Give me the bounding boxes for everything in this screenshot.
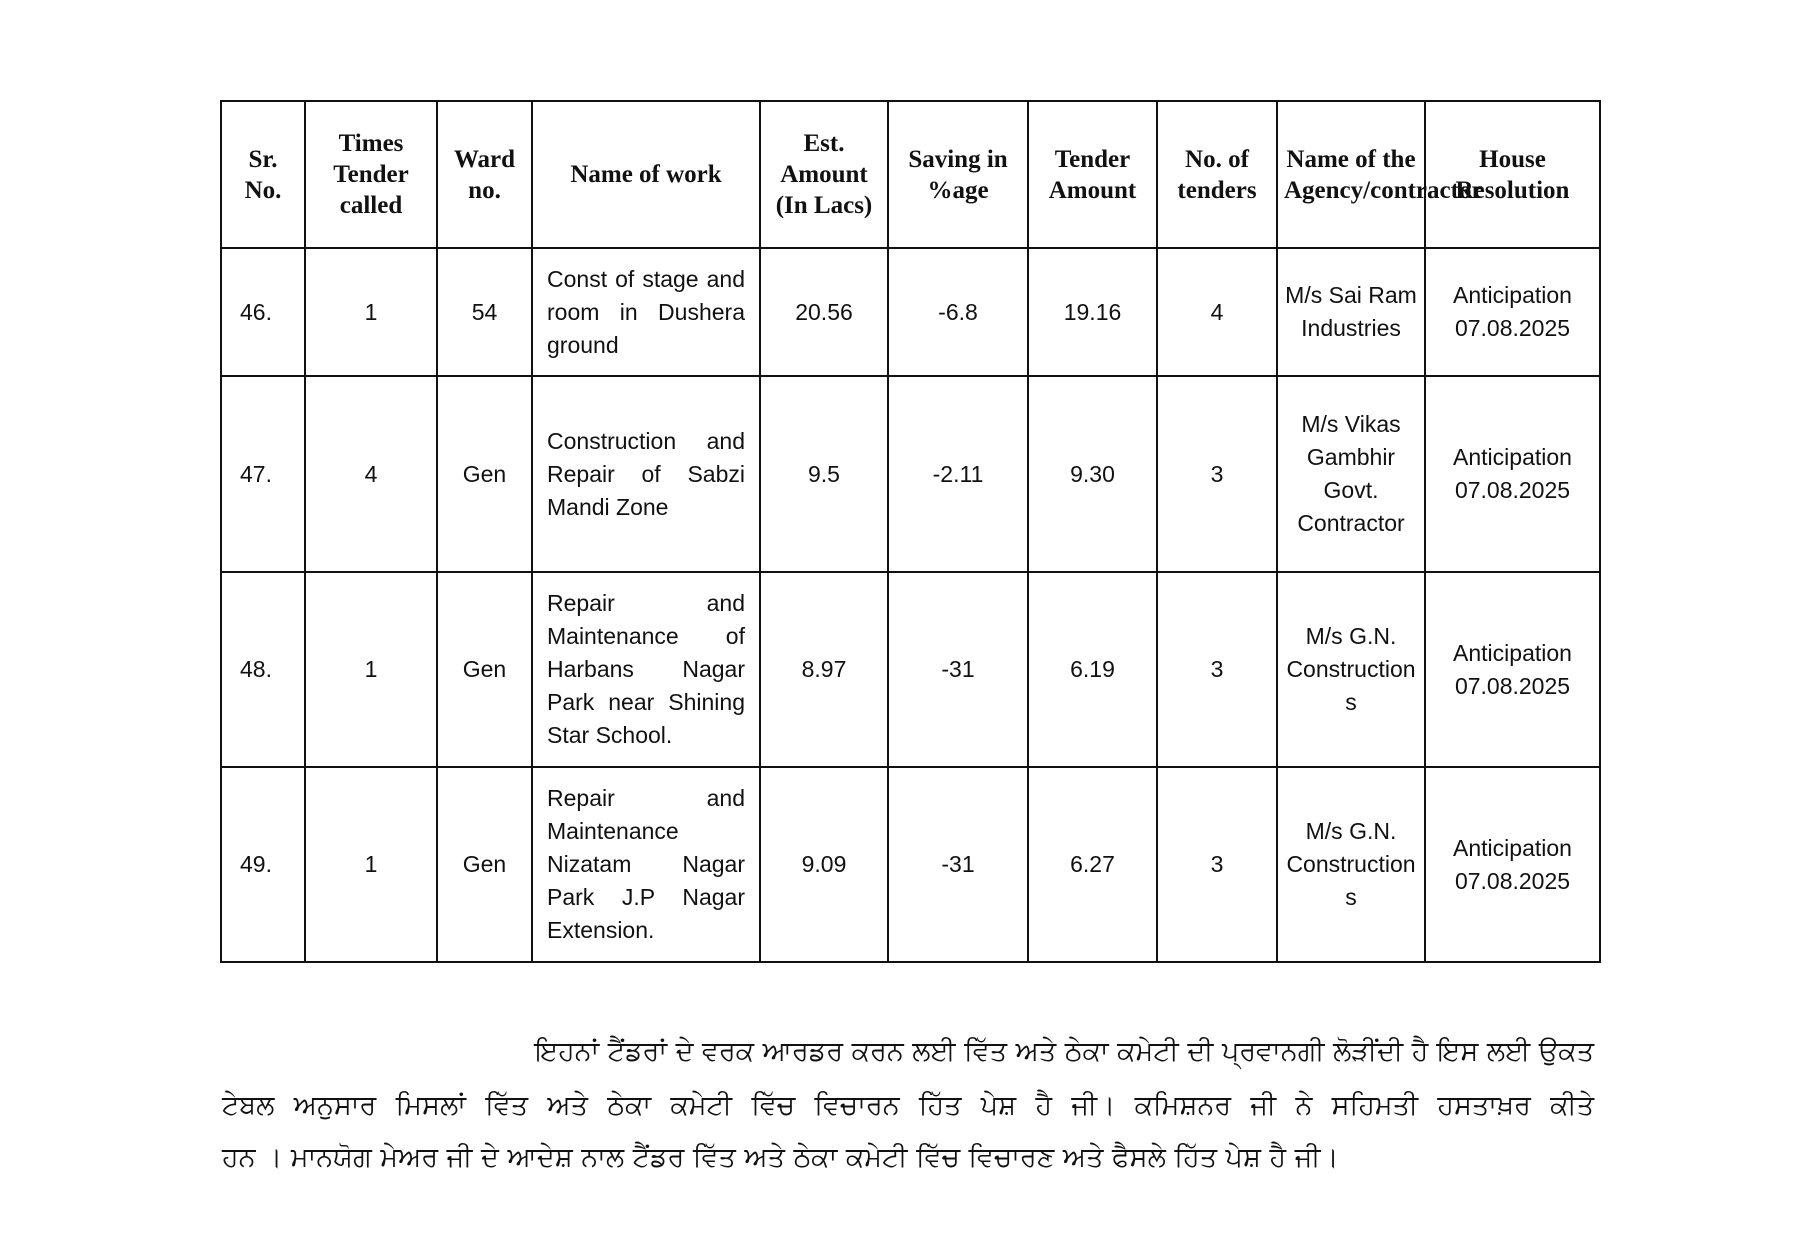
cell-est: 9.5 xyxy=(760,376,888,572)
cell-agency: M/s Sai Ram Industries xyxy=(1277,248,1425,376)
paragraph-line-3: ਹਨ । ਮਾਨਯੋਗ ਮੇਅਰ ਜੀ ਦੇ ਆਦੇਸ਼ ਨਾਲ ਟੈਂਡਰ ਵਿੱਤ ਅਤੇ ਠੇਕਾ ਕਮੇਟੀ ਵਿੱਚ ਵਿਚਾਰਣ ਅਤੇ ਫੈਸਲੇ ਹਿੱਤ ਪੇਸ਼ ਹੈ ਜੀ। xyxy=(222,1142,1339,1173)
cell-est: 9.09 xyxy=(760,767,888,962)
cell-sr: 47. xyxy=(221,376,305,572)
table-row xyxy=(221,376,1600,572)
cell-work: Construction and Repair of Sabzi Mandi Zone xyxy=(532,376,760,572)
tender-table xyxy=(220,100,1601,963)
cell-ward: Gen xyxy=(437,572,532,767)
header-name-of-work: Name of work xyxy=(532,101,760,248)
table-row xyxy=(221,572,1600,767)
cell-sr: 48. xyxy=(221,572,305,767)
table-row xyxy=(221,248,1600,376)
header-saving: Saving in %age xyxy=(888,101,1028,248)
cell-ward: 54 xyxy=(437,248,532,376)
header-agency: Name of the Agency/contractor xyxy=(1277,101,1425,248)
cell-resolution: Anticipation 07.08.2025 xyxy=(1425,572,1600,767)
header-times-tender-called: Times Tender called xyxy=(305,101,437,248)
cell-sr: 46. xyxy=(221,248,305,376)
cell-work: Repair and Maintenance of Harbans Nagar Park near Shining Star School. xyxy=(532,572,760,767)
cell-count: 3 xyxy=(1157,376,1277,572)
cell-times: 1 xyxy=(305,767,437,962)
cell-times: 4 xyxy=(305,376,437,572)
paragraph-line-1: ਇਹਨਾਂ ਟੈਂਡਰਾਂ ਦੇ ਵਰਕ ਆਰਡਰ ਕਰਨ ਲਈ ਵਿੱਤ ਅਤੇ ਠੇਕਾ ਕਮੇਟੀ ਦੀ ਪ੍ਰਵਾਨਗੀ ਲੋੜੀਂਦੀ ਹੈ ਇਸ ਲਈ ਉਕਤ xyxy=(534,1036,1594,1067)
cell-sr: 49. xyxy=(221,767,305,962)
cell-resolution: Anticipation 07.08.2025 xyxy=(1425,248,1600,376)
table-row xyxy=(221,767,1600,962)
cell-saving: -31 xyxy=(888,767,1028,962)
cell-agency: M/s Vikas Gambhir Govt. Contractor xyxy=(1277,376,1425,572)
cell-ward: Gen xyxy=(437,767,532,962)
paragraph-line-2: ਟੇਬਲ ਅਨੁਸਾਰ ਮਿਸਲਾਂ ਵਿੱਤ ਅਤੇ ਠੇਕਾ ਕਮੇਟੀ ਵਿੱਚ ਵਿਚਾਰਨ ਹਿੱਤ ਪੇਸ਼ ਹੈ ਜੀ। ਕਮਿਸ਼ਨਰ ਜੀ ਨੇ ਸਹਿਮਤੀ ਹਸਤਾਖ਼ਰ ਕੀਤੇ xyxy=(222,1090,1594,1121)
cell-count: 4 xyxy=(1157,248,1277,376)
cell-tender: 6.27 xyxy=(1028,767,1157,962)
cell-ward: Gen xyxy=(437,376,532,572)
cell-count: 3 xyxy=(1157,767,1277,962)
header-ward-no: Ward no. xyxy=(437,101,532,248)
cell-saving: -31 xyxy=(888,572,1028,767)
cell-times: 1 xyxy=(305,572,437,767)
cell-est: 8.97 xyxy=(760,572,888,767)
cell-work: Const of stage and room in Dushera ground xyxy=(532,248,760,376)
cell-agency: M/s G.N. Constructions xyxy=(1277,767,1425,962)
cell-tender: 6.19 xyxy=(1028,572,1157,767)
cell-agency: M/s G.N. Constructions xyxy=(1277,572,1425,767)
header-no-of-tenders: No. of tenders xyxy=(1157,101,1277,248)
cell-tender: 19.16 xyxy=(1028,248,1157,376)
cell-resolution: Anticipation 07.08.2025 xyxy=(1425,376,1600,572)
cell-saving: -2.11 xyxy=(888,376,1028,572)
cell-resolution: Anticipation 07.08.2025 xyxy=(1425,767,1600,962)
cell-tender: 9.30 xyxy=(1028,376,1157,572)
header-tender-amount: Tender Amount xyxy=(1028,101,1157,248)
cell-count: 3 xyxy=(1157,572,1277,767)
cell-saving: -6.8 xyxy=(888,248,1028,376)
header-house-resolution: House Resolution xyxy=(1425,101,1600,248)
cell-est: 20.56 xyxy=(760,248,888,376)
header-row xyxy=(221,101,1600,248)
header-est-amount: Est. Amount (In Lacs) xyxy=(760,101,888,248)
header-sr-no: Sr. No. xyxy=(221,101,305,248)
cell-work: Repair and Maintenance Nizatam Nagar Park J.P Nagar Extension. xyxy=(532,767,760,962)
cell-times: 1 xyxy=(305,248,437,376)
